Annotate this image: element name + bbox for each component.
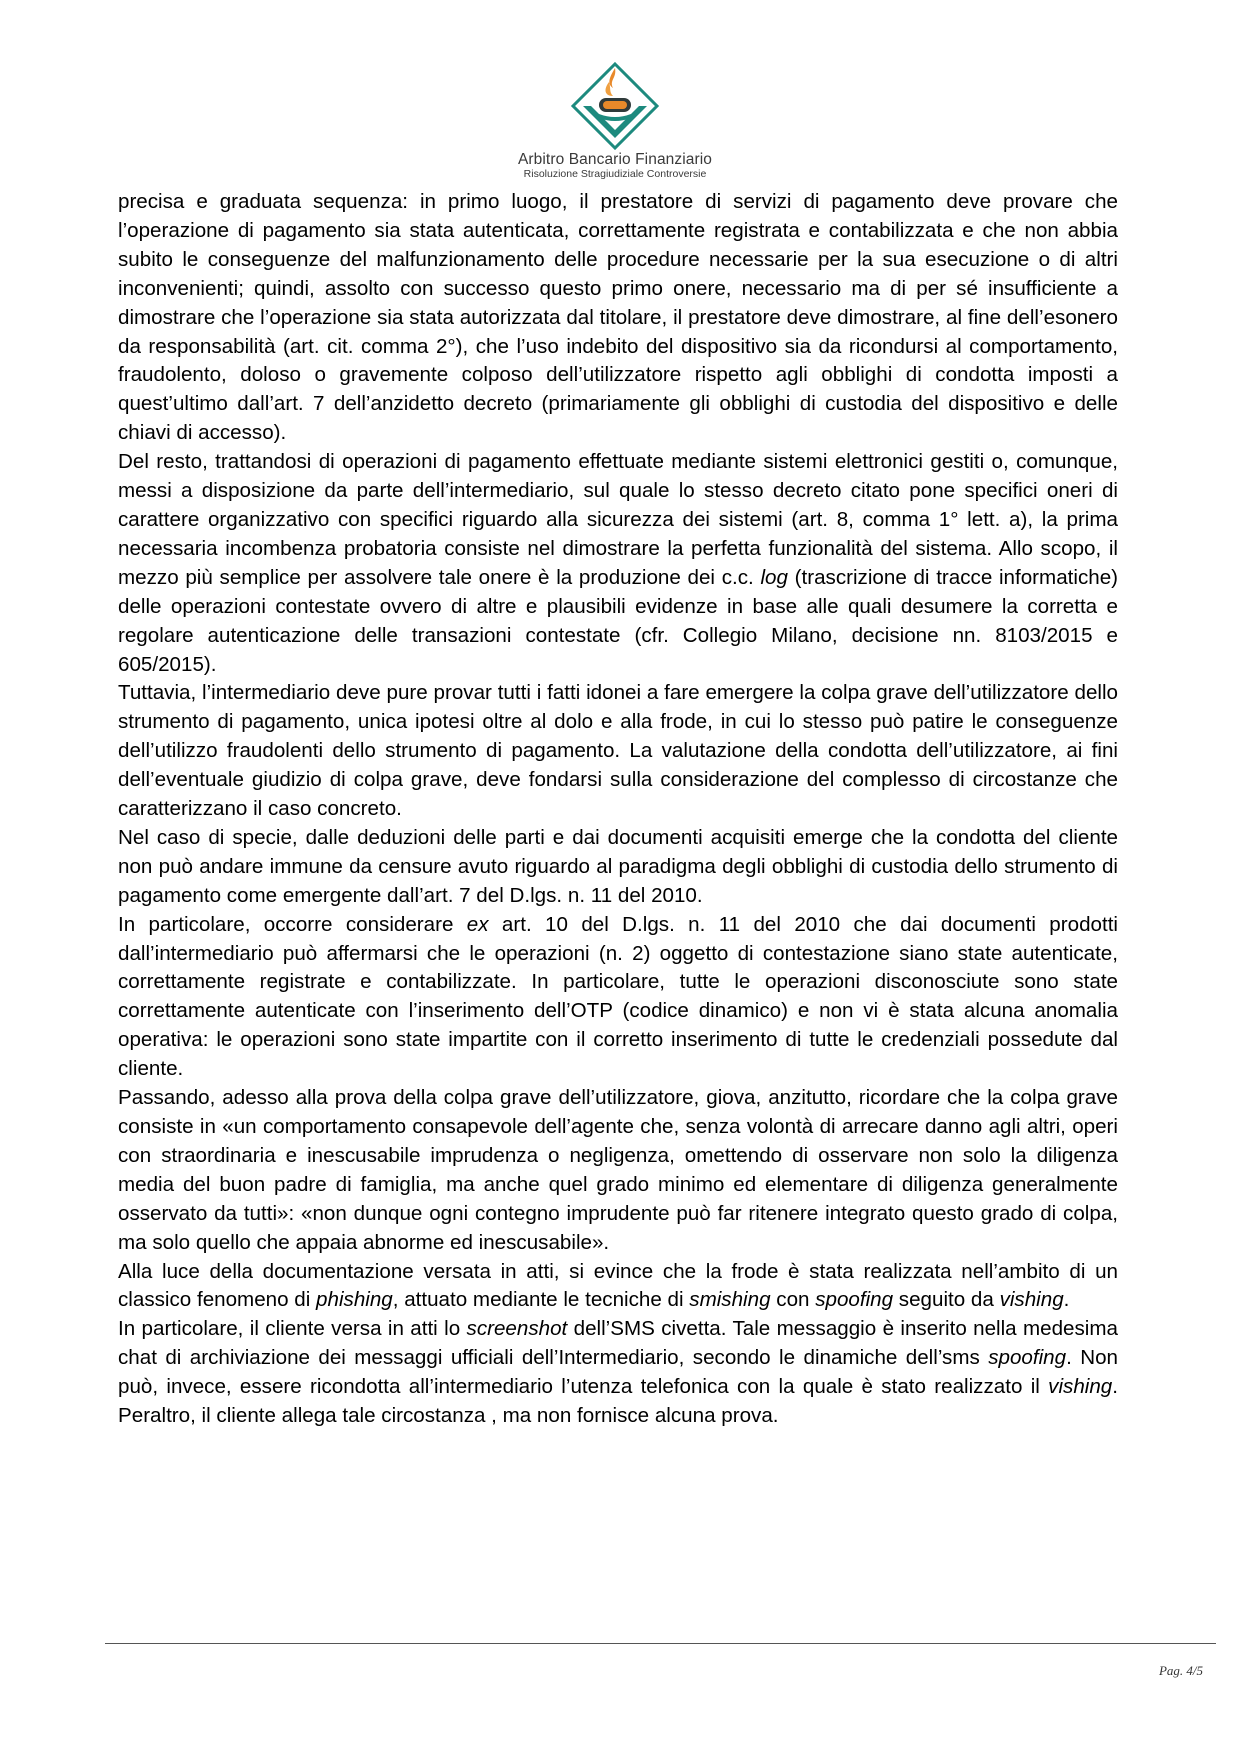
- paragraph-3: Tuttavia, l’intermediario deve pure provar tutti i fatti idonei a fare emergere la colpa grave dell’utilizzatore dello strumento di pagamento, unica ipotesi oltre al dolo e alla frode, in cui lo stesso può patire le conseguenze dell’utilizzo fraudolenti dello strumento di pagamento. La valutazione della condotta dell’utilizzatore, ai fini dell’eventuale giudizio di colpa grave, deve fondarsi sulla considerazione del complesso di circostanze che caratterizzano il caso concreto.: [118, 681, 1118, 821]
- paragraph-6: Passando, adesso alla prova della colpa grave dell’utilizzatore, giova, anzitutto, ricordare che la colpa grave consiste in «un comportamento consapevole dell’agente che, senza volontà di arrecare danno agli altri, operi con straordinaria e inescusabile imprudenza o negligenza, omettendo di osservare non solo la diligenza media del buon padre di famiglia, ma anche quel grado minimo ed elementare di diligenza generalmente osservato da tutti»: «non dunque ogni contegno imprudente può far ritenere integrato questo grado di colpa, ma solo quello che appaia abnorme ed inescusabile».: [118, 1086, 1118, 1254]
- paragraph-7: Alla luce della documentazione versata in atti, si evince che la frode è stata realizzata nell’ambito di un classico fenomeno di phishing, attuato mediante le tecniche di smishing con spoofing seguito da vishing.: [118, 1259, 1118, 1312]
- paragraph-8: In particolare, il cliente versa in atti lo screenshot dell’SMS civetta. Tale messaggio è inserito nella medesima chat di archiviazione dei messaggi ufficiali dell’Intermediario, secondo le dinamiche dell’sms spoofing. Non può, invece, essere ricondotta all’intermediario l’utenza telefonica con la quale è stato realizzato il vishing. Peraltro, il cliente allega tale circostanza , ma non fornisce alcuna prova.: [118, 1317, 1118, 1428]
- paragraph-2: Del resto, trattandosi di operazioni di pagamento effettuate mediante sistemi elettronici gestiti o, comunque, messi a disposizione da parte dell’intermediario, sul quale lo stesso decreto citato pone specifici oneri di carattere organizzativo con specifici riguardo alla sicurezza dei sistemi (art. 8, comma 1° lett. a), la prima necessaria incombenza probatoria consiste nel dimostrare la perfetta funzionalità del sistema. Allo scopo, il mezzo più semplice per assolvere tale onere è la produzione dei c.c. log (trascrizione di tracce informatiche) delle operazioni contestate ovvero di altre e plausibili evidenze in base alle quali desumere la corretta e regolare autenticazione delle transazioni contestate (cfr. Collegio Milano, decisione nn. 8103/2015 e 605/2015).: [118, 450, 1119, 676]
- logo-title: Arbitro Bancario Finanziario: [517, 151, 713, 168]
- decision-body: [118, 188, 1118, 1431]
- paragraph-4: Nel caso di specie, dalle deduzioni delle parti e dai documenti acquisiti emerge che la condotta del cliente non può andare immune da censure avuto riguardo al paradigma degli obblighi di custodia dello strumento di pagamento come emergente dall’art. 7 del D.lgs. n. 11 del 2010.: [118, 825, 1118, 907]
- page-number: Pag. 4/5: [1158, 1663, 1203, 1678]
- header-logo: [500, 60, 730, 185]
- paragraph-5: In particolare, occorre considerare ex art. 10 del D.lgs. n. 11 del 2010 che dai documenti prodotti dall’intermediario può affermarsi che le operazioni (n. 2) oggetto di contestazione siano state autenticate, correttamente registrate e contabilizzate. In particolare, tutte le operazioni disconosciute sono state correttamente autenticate con l’inserimento dell’OTP (codice dinamico) e non vi è stata alcuna anomalia operativa: le operazioni sono state impartite con il corretto inserimento di tutte le credenziali possedute dal cliente.: [118, 912, 1118, 1081]
- logo-subtitle: Risoluzione Stragiudiziale Controversie: [523, 168, 707, 180]
- abf-diamond-logo-icon: [569, 60, 661, 150]
- footer-divider: [105, 1643, 1216, 1644]
- paragraph-1: precisa e graduata sequenza: in primo luogo, il prestatore di servizi di pagamento deve provare che l’operazione di pagamento sia stata autenticata, correttamente registrata e contabilizzata e che non abbia subito le conseguenze del malfunzionamento delle procedure necessarie per la sua esecuzione o di altri inconvenienti; quindi, assolto con successo questo primo onere, necessario ma di per sé insufficiente a dimostrare che l’operazione sia stata autorizzata dal titolare, il prestatore deve dimostrare, al fine dell’esonero da responsabilità (art. cit. comma 2°), che l’uso indebito del dispositivo sia da ricondursi al comportamento, fraudolento, doloso o gravemente colposo dell’utilizzatore rispetto agli obblighi di condotta imposti a quest’ultimo dall’art. 7 dell’anzidetto decreto (primariamente gli obblighi di custodia del dispositivo e delle chiavi di accesso).: [118, 190, 1118, 445]
